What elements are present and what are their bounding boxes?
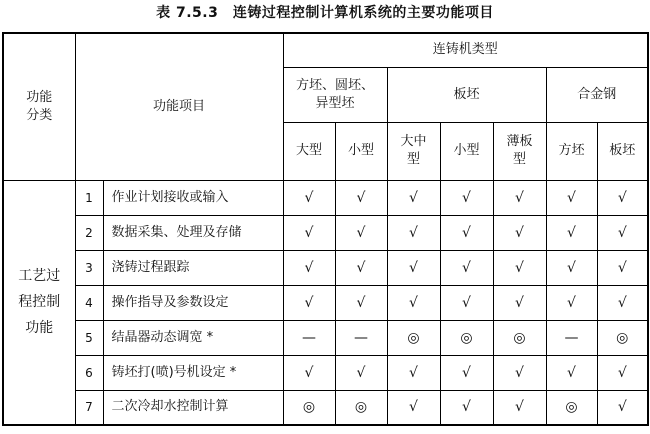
applicability-mark: √ [283,215,335,250]
applicability-mark: √ [387,215,440,250]
applicability-mark: √ [597,215,648,250]
sub-header: 大型 [283,122,335,180]
row-number: 6 [75,355,103,390]
row-number: 5 [75,320,103,355]
applicability-mark: √ [597,285,648,320]
applicability-mark: √ [597,180,648,215]
table-row [3,320,648,355]
row-number: 3 [75,250,103,285]
applicability-mark: √ [546,285,597,320]
applicability-mark: √ [493,285,546,320]
header-group-slab: 板坯 [387,67,546,122]
applicability-mark: ◎ [387,320,440,355]
applicability-mark: √ [283,355,335,390]
applicability-mark: √ [335,180,387,215]
function-item: 结晶器动态调宽 * [103,320,283,355]
applicability-mark: √ [493,390,546,425]
sub-header: 小型 [440,122,493,180]
applicability-mark: √ [335,215,387,250]
applicability-mark: √ [546,215,597,250]
applicability-mark: √ [493,180,546,215]
applicability-mark: ◎ [493,320,546,355]
applicability-mark: √ [335,285,387,320]
row-number: 4 [75,285,103,320]
sub-header [493,122,546,180]
applicability-mark: ◎ [440,320,493,355]
applicability-mark: √ [546,250,597,285]
header-category-label: 功能分类 [26,89,53,123]
applicability-mark: √ [597,355,648,390]
row-number: 7 [75,390,103,425]
header-group-billet [283,67,387,122]
applicability-mark: ◎ [335,390,387,425]
applicability-mark: √ [493,215,546,250]
sub-header: 小型 [335,122,387,180]
category-cell [3,180,75,425]
row-number: 1 [75,180,103,215]
applicability-mark: √ [440,390,493,425]
applicability-mark: ◎ [546,390,597,425]
applicability-mark: √ [283,285,335,320]
table-row [3,215,648,250]
applicability-mark: √ [493,355,546,390]
applicability-mark: √ [440,285,493,320]
applicability-mark: √ [335,250,387,285]
sub-header: 板坯 [597,122,648,180]
applicability-mark: — [335,320,387,355]
function-item: 操作指导及参数设定 [103,285,283,320]
applicability-mark: √ [440,215,493,250]
applicability-mark: — [546,320,597,355]
applicability-mark: √ [546,355,597,390]
sub-header-label: 大中型 [400,134,427,167]
applicability-mark: √ [283,250,335,285]
header-machine-type: 连铸机类型 [283,33,648,67]
header-group-alloy: 合金钢 [546,67,648,122]
applicability-mark: √ [387,180,440,215]
table-row [3,250,648,285]
function-item: 二次冷却水控制计算 [103,390,283,425]
function-item: 数据采集、处理及存储 [103,215,283,250]
table-title: 表 7.5.3 连铸过程控制计算机系统的主要功能项目 [156,5,494,21]
header-group-billet-label: 方坯、圆坯、异型坯 [296,77,375,111]
applicability-mark: √ [440,250,493,285]
applicability-mark: — [283,320,335,355]
applicability-mark: √ [283,180,335,215]
category-label: 工艺过程控制功能 [18,268,61,337]
applicability-mark: √ [440,355,493,390]
applicability-mark: √ [597,250,648,285]
header-item: 功能项目 [75,33,283,180]
applicability-mark: √ [335,355,387,390]
sub-header: 方坯 [546,122,597,180]
applicability-mark: √ [387,285,440,320]
function-item: 铸坯打(喷)号机设定 * [103,355,283,390]
applicability-mark: √ [387,250,440,285]
table-row [3,180,648,215]
sub-header-label: 薄板型 [506,134,533,167]
applicability-mark: √ [546,180,597,215]
applicability-mark: √ [493,250,546,285]
applicability-mark: ◎ [283,390,335,425]
table-row [3,390,648,425]
applicability-mark: √ [440,180,493,215]
table-row [3,285,648,320]
applicability-mark: ◎ [597,320,648,355]
applicability-mark: √ [387,390,440,425]
function-item: 作业计划接收或输入 [103,180,283,215]
applicability-mark: √ [597,390,648,425]
header-category [3,33,75,180]
function-item: 浇铸过程跟踪 [103,250,283,285]
row-number: 2 [75,215,103,250]
sub-header [387,122,440,180]
function-table [2,32,649,426]
applicability-mark: √ [387,355,440,390]
table-row [3,355,648,390]
